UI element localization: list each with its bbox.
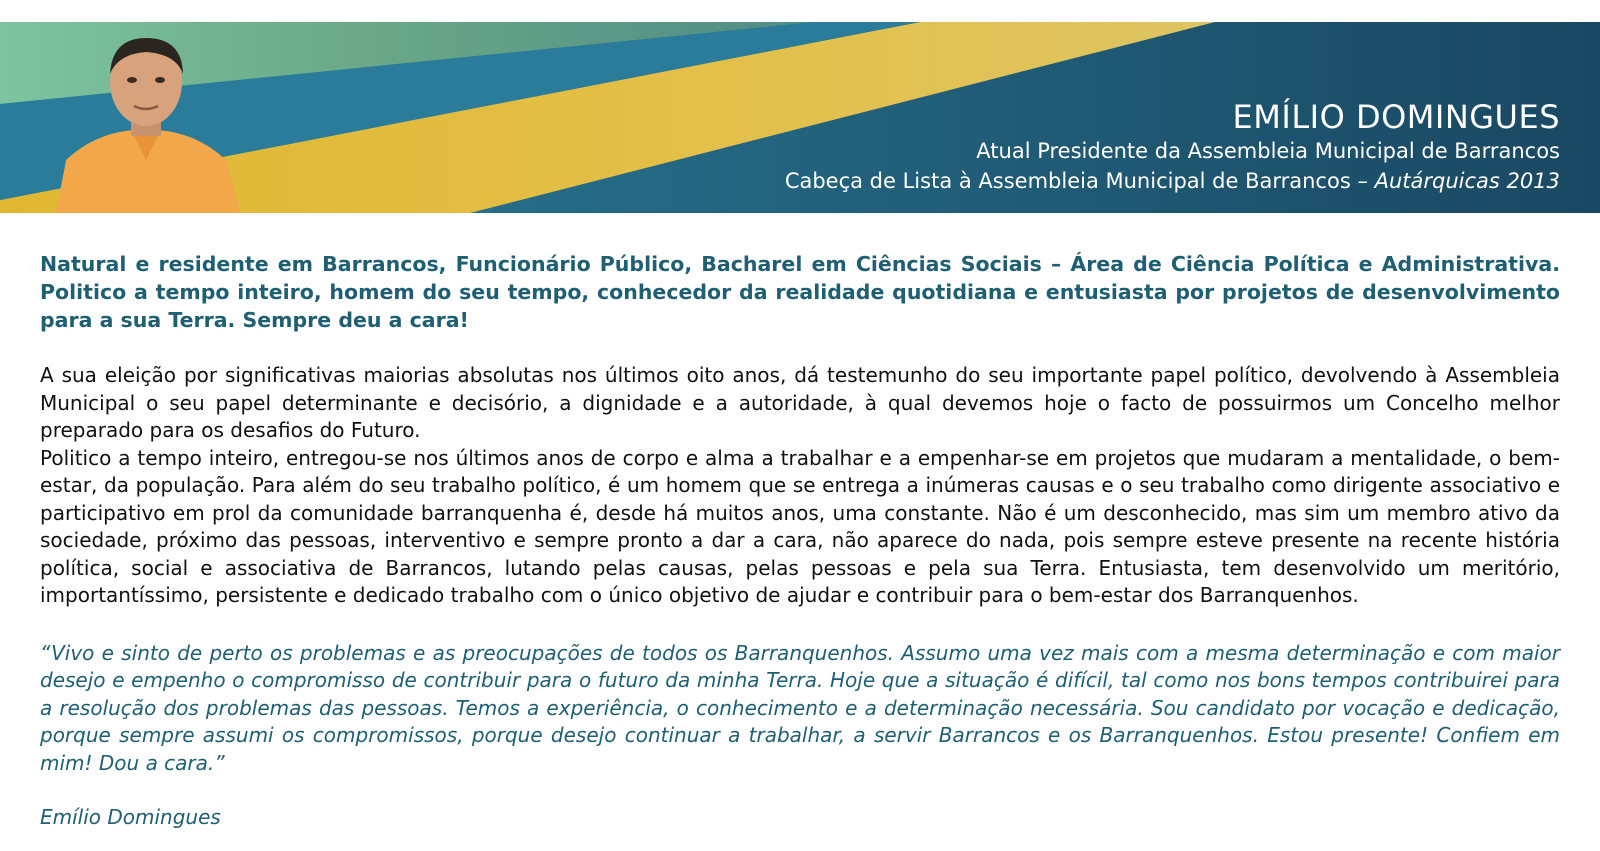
lead-paragraph: Natural e residente em Barrancos, Funcionário Público, Bacharel em Ciências Sociais – Área de Ciência Política e Administrativa. Politico a tempo inteiro, homem do seu tempo, conhecedor da realidade quotidiana e entusiasta por projetos de desenvolvimento para a sua Terra. Sempre deu a cara! — [40, 252, 1560, 332]
candidate-role-text: Cabeça de Lista à Assembleia Municipal de Barrancos – — [784, 169, 1375, 193]
header-banner — [0, 22, 1600, 213]
candidate-quote: “Vivo e sinto de perto os problemas e as preocupações de todos os Barranquenhos. Assumo uma vez mais com a mesma determinação e com maior desejo e empenho o compromisso de contribuir para o futuro da minha Terra. Hoje que a situação é difícil, tal como nos bons tempos contribuirei para a resolução dos problemas das pessoas. Temos a experiência, o conhecimento e a determinação necessária. Sou candidato por vocação e dedicação, porque sempre assumi os compromissos, porque desejo continuar a trabalhar, a servir Barrancos e os Barranquenhos. Estou presente! Confiem em mim! Dou a cara.” — [40, 640, 1560, 775]
candidate-role — [785, 166, 1560, 196]
election-name: Autárquicas 2013 — [1374, 169, 1560, 193]
body-paragraph-2: Politico a tempo inteiro, entregou-se nos últimos anos de corpo e alma a trabalhar e a empenhar-se em projetos que mudaram a mentalidade, o bem-estar, da população. Para além do seu trabalho político, é um homem que se entrega a inúmeras causas e o seu trabalho como dirigente associativo e participativo em prol da comunidade barranquenha é, desde há muitos anos, uma constante. Não é um desconhecido, mas sim um membro ativo da sociedade, próximo das pessoas, interventivo e sempre pronto a dar a cara, não aparece do nada, pois sempre esteve presente na recente história política, social e associativa de Barrancos, lutando pelas causas, pelas pessoas e pela sua Terra. Entusiasta, tem desenvolvido um meritório, importantíssimo, persistente e dedicado trabalho com o único objetivo de ajudar e contribuir para o bem-estar dos Barranquenhos. — [40, 445, 1560, 607]
article-body — [40, 250, 1560, 831]
portrait-photo — [36, 32, 256, 213]
current-role: Atual Presidente da Assembleia Municipal de Barrancos — [976, 139, 1560, 163]
candidate-name: EMÍLIO DOMINGUES — [1232, 98, 1560, 136]
banner-title-block — [785, 98, 1560, 196]
signature: Emílio Domingues — [40, 805, 221, 829]
body-paragraph-1: A sua eleição por significativas maiorias absolutas nos últimos oito anos, dá testemunho do seu importante papel político, devolvendo à Assembleia Municipal o seu papel determinante e decisório, a dignidade e a autoridade, à qual devemos hoje o facto de possuirmos um Concelho melhor preparado para os desafios do Futuro. — [40, 363, 1560, 442]
